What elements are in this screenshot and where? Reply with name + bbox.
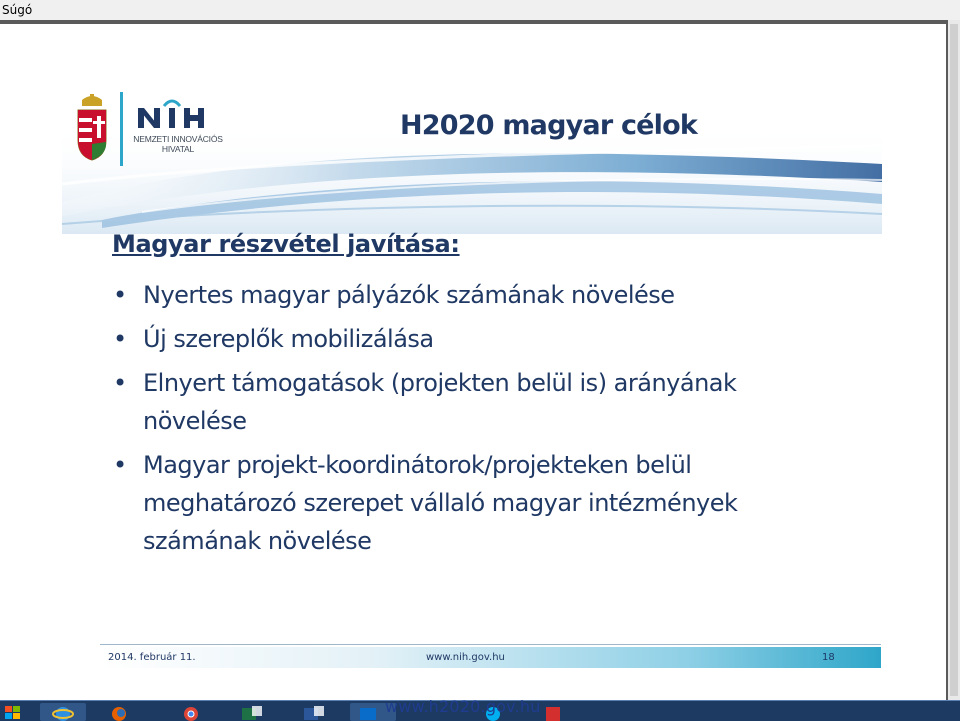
bullet-icon: • (113, 325, 127, 353)
bullet-list (112, 276, 832, 566)
bullet-text: Nyertes magyar pályázók számának növelése (143, 281, 675, 309)
list-item (112, 320, 832, 358)
page-number: 18 (822, 652, 835, 663)
internet-explorer-icon[interactable] (40, 703, 86, 721)
hungarian-crest-icon (76, 94, 108, 162)
nih-logo (76, 90, 236, 170)
footer-url: www.nih.gov.hu (426, 652, 505, 663)
list-item (112, 446, 832, 560)
slide-title: H2020 magyar célok (400, 110, 698, 141)
section-heading: Magyar részvétel javítása: (112, 230, 460, 258)
vertical-scrollbar[interactable] (948, 20, 960, 700)
menu-help[interactable]: Súgó (2, 3, 33, 17)
list-item (112, 364, 832, 440)
bullet-icon: • (113, 369, 127, 397)
h2020-url-overlay: www.h2020.gov.hu (385, 697, 541, 716)
bullet-text: Magyar projekt-koordinátorok/projekteken belül meghatározó szerepet vállaló magyar intézmények számának növelése (143, 451, 738, 555)
list-item (112, 276, 832, 314)
bullet-icon: • (113, 281, 127, 309)
windows-start-icon[interactable] (2, 703, 24, 721)
chrome-icon[interactable] (168, 703, 214, 721)
scrollbar-thumb[interactable] (950, 24, 958, 696)
nih-wordmark-icon (134, 96, 210, 130)
nih-subtitle-line2: HIVATAL (161, 144, 195, 154)
nih-subtitle-line1: NEMZETI INNOVÁCIÓS (133, 134, 223, 144)
word-icon[interactable] (290, 703, 336, 721)
bullet-text: Új szereplők mobilizálása (143, 325, 434, 353)
bullet-icon: • (113, 451, 127, 479)
excel-icon[interactable] (228, 703, 274, 721)
nih-subtitle (128, 134, 228, 154)
footer-date: 2014. február 11. (108, 652, 196, 663)
bullet-text: Elnyert támogatások (projekten belül is) arányának növelése (143, 369, 737, 435)
menu-bar (0, 0, 960, 21)
presentation-slide (0, 24, 946, 700)
footer-divider (100, 644, 881, 645)
logo-divider-icon (120, 92, 123, 166)
firefox-icon[interactable] (96, 703, 142, 721)
